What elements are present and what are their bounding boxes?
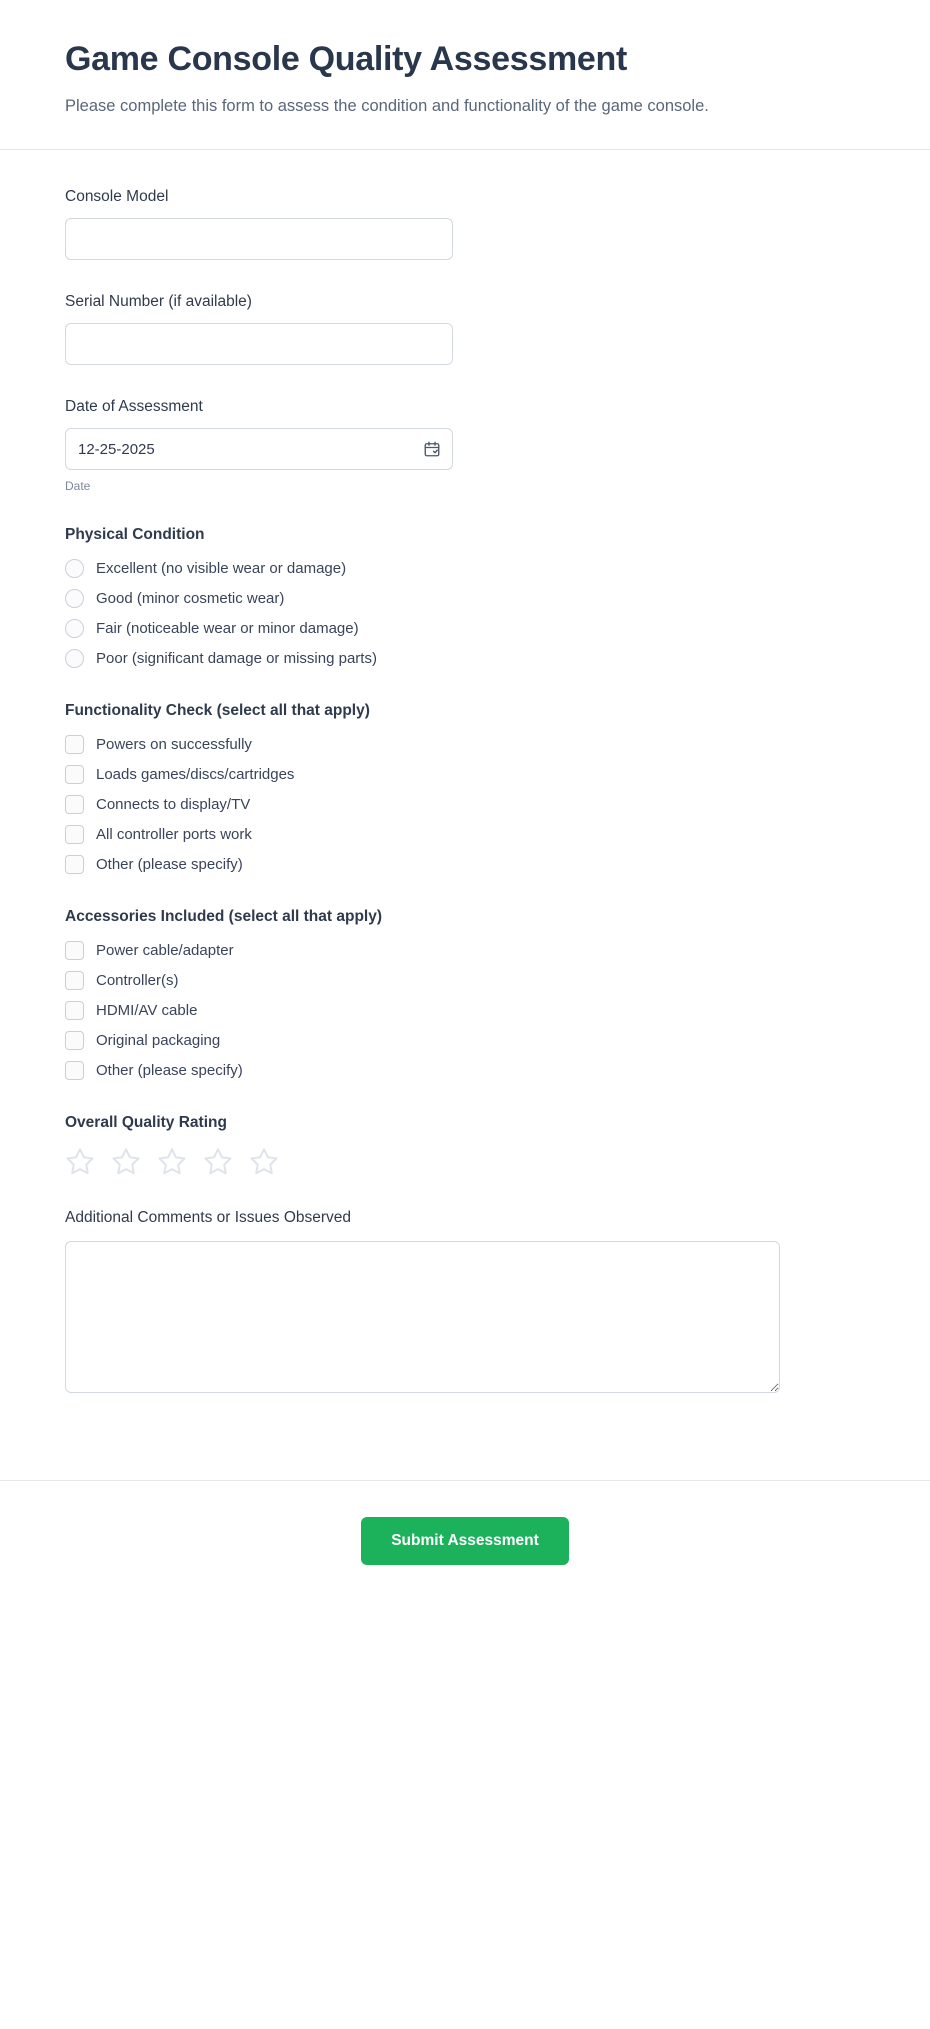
checkbox-icon[interactable] <box>65 855 84 874</box>
checkbox-icon[interactable] <box>65 1031 84 1050</box>
checkbox-label: Powers on successfully <box>96 736 252 754</box>
checkbox-icon[interactable] <box>65 971 84 990</box>
overall-quality-rating-label: Overall Quality Rating <box>65 1114 227 1132</box>
radio-option[interactable] <box>65 618 865 639</box>
checkbox-icon[interactable] <box>65 765 84 784</box>
form-body <box>0 150 930 1446</box>
radio-option[interactable] <box>65 558 865 579</box>
star-icon[interactable] <box>249 1146 279 1176</box>
radio-icon[interactable] <box>65 619 84 638</box>
checkbox-icon[interactable] <box>65 735 84 754</box>
functionality-check-label: Functionality Check (select all that apply) <box>65 702 370 720</box>
star-icon[interactable] <box>157 1146 187 1176</box>
checkbox-label: Power cable/adapter <box>96 942 234 960</box>
checkbox-icon[interactable] <box>65 1061 84 1080</box>
checkbox-option[interactable] <box>65 734 865 755</box>
star-icon[interactable] <box>203 1146 233 1176</box>
field-overall-quality-rating <box>65 1114 865 1176</box>
radio-option[interactable] <box>65 648 865 669</box>
checkbox-label: Other (please specify) <box>96 1062 243 1080</box>
checkbox-label: Controller(s) <box>96 972 179 990</box>
submit-button[interactable]: Submit Assessment <box>361 1517 569 1565</box>
radio-label: Good (minor cosmetic wear) <box>96 590 285 608</box>
radio-option[interactable] <box>65 588 865 609</box>
field-functionality-check <box>65 702 865 875</box>
checkbox-option[interactable] <box>65 1030 865 1051</box>
star-rating[interactable] <box>65 1146 865 1176</box>
form-footer <box>0 1480 930 1609</box>
field-physical-condition <box>65 526 865 669</box>
star-icon[interactable] <box>65 1146 95 1176</box>
checkbox-option[interactable] <box>65 764 865 785</box>
form-header <box>0 0 930 150</box>
radio-icon[interactable] <box>65 589 84 608</box>
radio-label: Excellent (no visible wear or damage) <box>96 560 347 578</box>
field-date-of-assessment <box>65 398 865 493</box>
radio-label: Poor (significant damage or missing parts) <box>96 650 377 668</box>
radio-label: Fair (noticeable wear or minor damage) <box>96 620 359 638</box>
additional-comments-label: Additional Comments or Issues Observed <box>65 1209 352 1227</box>
checkbox-option[interactable] <box>65 970 865 991</box>
checkbox-label: Other (please specify) <box>96 856 243 874</box>
date-input-wrapper <box>65 428 453 470</box>
checkbox-option[interactable] <box>65 1000 865 1021</box>
additional-comments-textarea[interactable] <box>65 1241 780 1393</box>
checkbox-icon[interactable] <box>65 795 84 814</box>
checkbox-option[interactable] <box>65 1060 865 1081</box>
checkbox-label: Connects to display/TV <box>96 796 251 814</box>
console-model-label: Console Model <box>65 188 169 206</box>
radio-icon[interactable] <box>65 559 84 578</box>
date-of-assessment-label: Date of Assessment <box>65 398 203 416</box>
checkbox-option[interactable] <box>65 940 865 961</box>
physical-condition-label: Physical Condition <box>65 526 205 544</box>
checkbox-option[interactable] <box>65 824 865 845</box>
checkbox-label: All controller ports work <box>96 826 252 844</box>
field-additional-comments <box>65 1209 865 1393</box>
checkbox-label: Loads games/discs/cartridges <box>96 766 295 784</box>
serial-number-label: Serial Number (if available) <box>65 293 252 311</box>
star-icon[interactable] <box>111 1146 141 1176</box>
field-console-model <box>65 188 865 260</box>
field-serial-number <box>65 293 865 365</box>
date-of-assessment-input[interactable] <box>65 428 453 470</box>
page-subtitle: Please complete this form to assess the condition and functionality of the game console. <box>65 97 709 115</box>
radio-icon[interactable] <box>65 649 84 668</box>
console-model-input[interactable] <box>65 218 453 260</box>
checkbox-icon[interactable] <box>65 1001 84 1020</box>
checkbox-label: Original packaging <box>96 1032 221 1050</box>
accessories-included-label: Accessories Included (select all that apply) <box>65 908 383 926</box>
page-title: Game Console Quality Assessment <box>65 40 627 78</box>
checkbox-label: HDMI/AV cable <box>96 1002 198 1020</box>
checkbox-icon[interactable] <box>65 825 84 844</box>
field-accessories-included <box>65 908 865 1081</box>
checkbox-option[interactable] <box>65 794 865 815</box>
checkbox-icon[interactable] <box>65 941 84 960</box>
checkbox-option[interactable] <box>65 854 865 875</box>
date-hint: Date <box>65 479 91 494</box>
serial-number-input[interactable] <box>65 323 453 365</box>
